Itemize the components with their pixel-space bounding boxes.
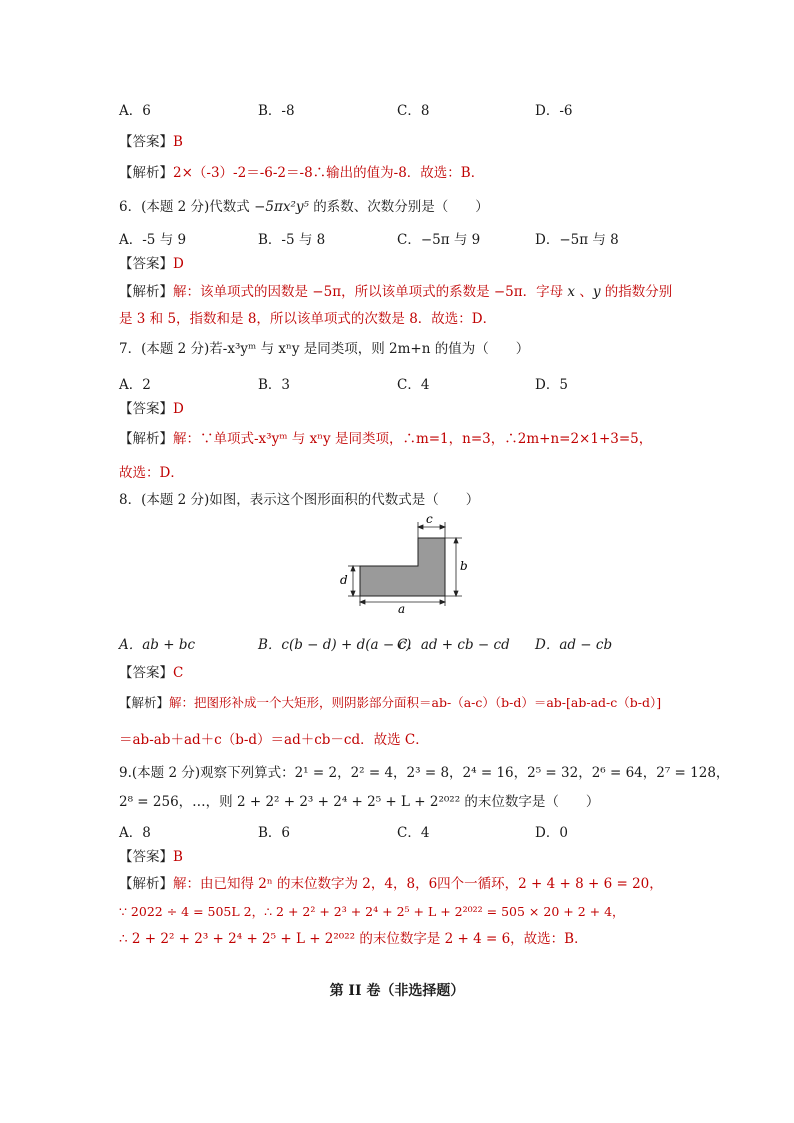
q6-option-c: C．−5π 与 9 [397, 232, 481, 248]
q9-option-a: A．8 [119, 825, 151, 841]
analysis-tag: 【解析】 [119, 876, 173, 892]
q7-analysis-line-1 [119, 430, 652, 448]
q9-analysis-line-2: ∵ 2022 ÷ 4 = 505L 2，∴ 2 + 2² + 2³ + 2⁴ + 2⁵ + L + 2²⁰²² = 505 × 20 + 2 + 4， [119, 904, 625, 919]
q6-option-a: A．-5 与 9 [119, 232, 187, 248]
analysis-tag: 【解析】 [119, 695, 170, 710]
q5-analysis [119, 164, 484, 182]
variable-y: y [592, 284, 601, 300]
label-d: d [340, 573, 348, 587]
analysis-tag: 【解析】 [119, 165, 173, 181]
q6-option-b: B．-5 与 8 [258, 232, 326, 248]
q9-answer [119, 848, 183, 866]
q9-analysis-line-3: ∴ 2 + 2² + 2³ + 2⁴ + 2⁵ + L + 2²⁰²² 的末位数字是 2 + 4 = 6，故选：B． [119, 931, 588, 947]
q9-analysis-line-1 [119, 875, 663, 893]
answer-tag: 【答案】 [119, 849, 173, 865]
q9-option-d: D．0 [535, 825, 568, 841]
variable-x: x [567, 284, 576, 300]
q6-stem-text: 6．(本题 2 分)代数式 [119, 199, 255, 215]
q6-expression: −5πx²y⁵ [254, 199, 309, 215]
analysis-tag: 【解析】 [119, 284, 173, 300]
q8-stem: 8．(本题 2 分)如图，表示这个图形面积的代数式是（ ） [119, 492, 480, 508]
analysis-text: 解：由已知得 2ⁿ 的末位数字为 2，4，8，6四个一循环，2 + 4 + 8 + 6 = 20， [173, 876, 663, 892]
section-title: 第 II 卷（非选择题） [329, 983, 465, 999]
q5-option-a: A．6 [119, 103, 151, 119]
label-b: b [460, 559, 468, 573]
q8-option-b: B．c(b − d) + d(a − c) [258, 637, 412, 653]
q5-option-c: C．8 [397, 103, 430, 119]
q9-stem-line-2 [119, 793, 599, 811]
analysis-text: 解：把图形补成一个大矩形，则阴影部分面积＝ab-（a-c）（b-d）＝ab-[ab-ad-c（b-d）] [169, 695, 662, 710]
q7-option-b: B．3 [258, 377, 291, 393]
q6-option-d: D．−5π 与 8 [535, 232, 619, 248]
label-c: c [426, 514, 433, 526]
q7-options [119, 373, 719, 391]
q8-option-a: A．ab + bc [119, 637, 196, 653]
q8-option-c: C．ad + cb − cd [397, 637, 510, 653]
q9-stem-text: 2⁸ = 256，…，则 [119, 794, 237, 810]
answer-value: C [173, 665, 184, 681]
answer-value: D [173, 401, 184, 417]
q6-options [119, 228, 719, 246]
answer-value: D [173, 256, 184, 272]
analysis-text: 解：∵单项式-x³yᵐ 与 xⁿy 是同类项，∴m=1，n=3，∴2m+n=2×1+3=5， [173, 431, 653, 447]
q8-figure [334, 514, 474, 614]
q5-option-d: D．-6 [535, 103, 573, 119]
q6-answer [119, 255, 184, 273]
answer-value: B [173, 134, 183, 150]
analysis-text: 2×（-3）-2＝-6-2＝-8∴输出的值为-8．故选：B． [173, 165, 485, 181]
q9-stem-text: 9.(本题 2 分)观察下列算式： [119, 765, 295, 781]
q8-analysis-line-1 [119, 694, 661, 712]
q6-stem [119, 198, 489, 216]
analysis-text: 解：该单项式的因数是 −5π，所以该单项式的系数是 −5π．字母 [173, 284, 568, 300]
q9-option-b: B．6 [258, 825, 291, 841]
q9-sum-expression: 2 + 2² + 2³ + 2⁴ + 2⁵ + L + 2²⁰²² [236, 794, 461, 810]
answer-value: B [173, 849, 183, 865]
q9-powers-list: 2¹ = 2，2² = 4，2³ = 8，2⁴ = 16，2⁵ = 32，2⁶ = 64，2⁷ = 128， [294, 765, 730, 781]
label-a: a [398, 602, 406, 614]
q6-analysis-line-1 [119, 283, 672, 301]
shaded-region [360, 538, 445, 596]
answer-tag: 【答案】 [119, 665, 173, 681]
q8-options [119, 633, 719, 651]
q7-option-c: C．4 [397, 377, 430, 393]
q9-stem-tail: 的末位数字是（ ） [460, 794, 600, 810]
answer-tag: 【答案】 [119, 134, 173, 150]
answer-tag: 【答案】 [119, 256, 173, 272]
q8-answer [119, 664, 183, 682]
analysis-text-tail: 的指数分别 [600, 284, 673, 300]
q9-option-c: C．4 [397, 825, 430, 841]
q5-answer [119, 133, 183, 151]
q7-answer [119, 400, 184, 418]
q6-stem-tail: 的系数、次数分别是（ ） [308, 199, 489, 215]
q7-stem: 7．(本题 2 分)若-x³yᵐ 与 xⁿy 是同类项，则 2m+n 的值为（ ） [119, 341, 530, 357]
separator: 、 [575, 284, 593, 300]
answer-tag: 【答案】 [119, 401, 173, 417]
q7-analysis-line-2: 故选：D． [119, 465, 184, 481]
q8-option-d: D．ad − cb [535, 637, 613, 653]
analysis-tag: 【解析】 [119, 431, 173, 447]
q5-option-b: B．-8 [258, 103, 295, 119]
q7-option-a: A．2 [119, 377, 151, 393]
q8-analysis-line-2: ＝ab-ab＋ad＋c（b-d）＝ad＋cb－cd．故选 C． [119, 732, 429, 748]
q7-option-d: D．5 [535, 377, 568, 393]
q5-options [119, 99, 719, 117]
q9-stem-line-1 [119, 764, 729, 782]
q9-options [119, 821, 719, 839]
q6-analysis-line-2: 是 3 和 5，指数和是 8，所以该单项式的次数是 8．故选：D． [119, 311, 497, 327]
